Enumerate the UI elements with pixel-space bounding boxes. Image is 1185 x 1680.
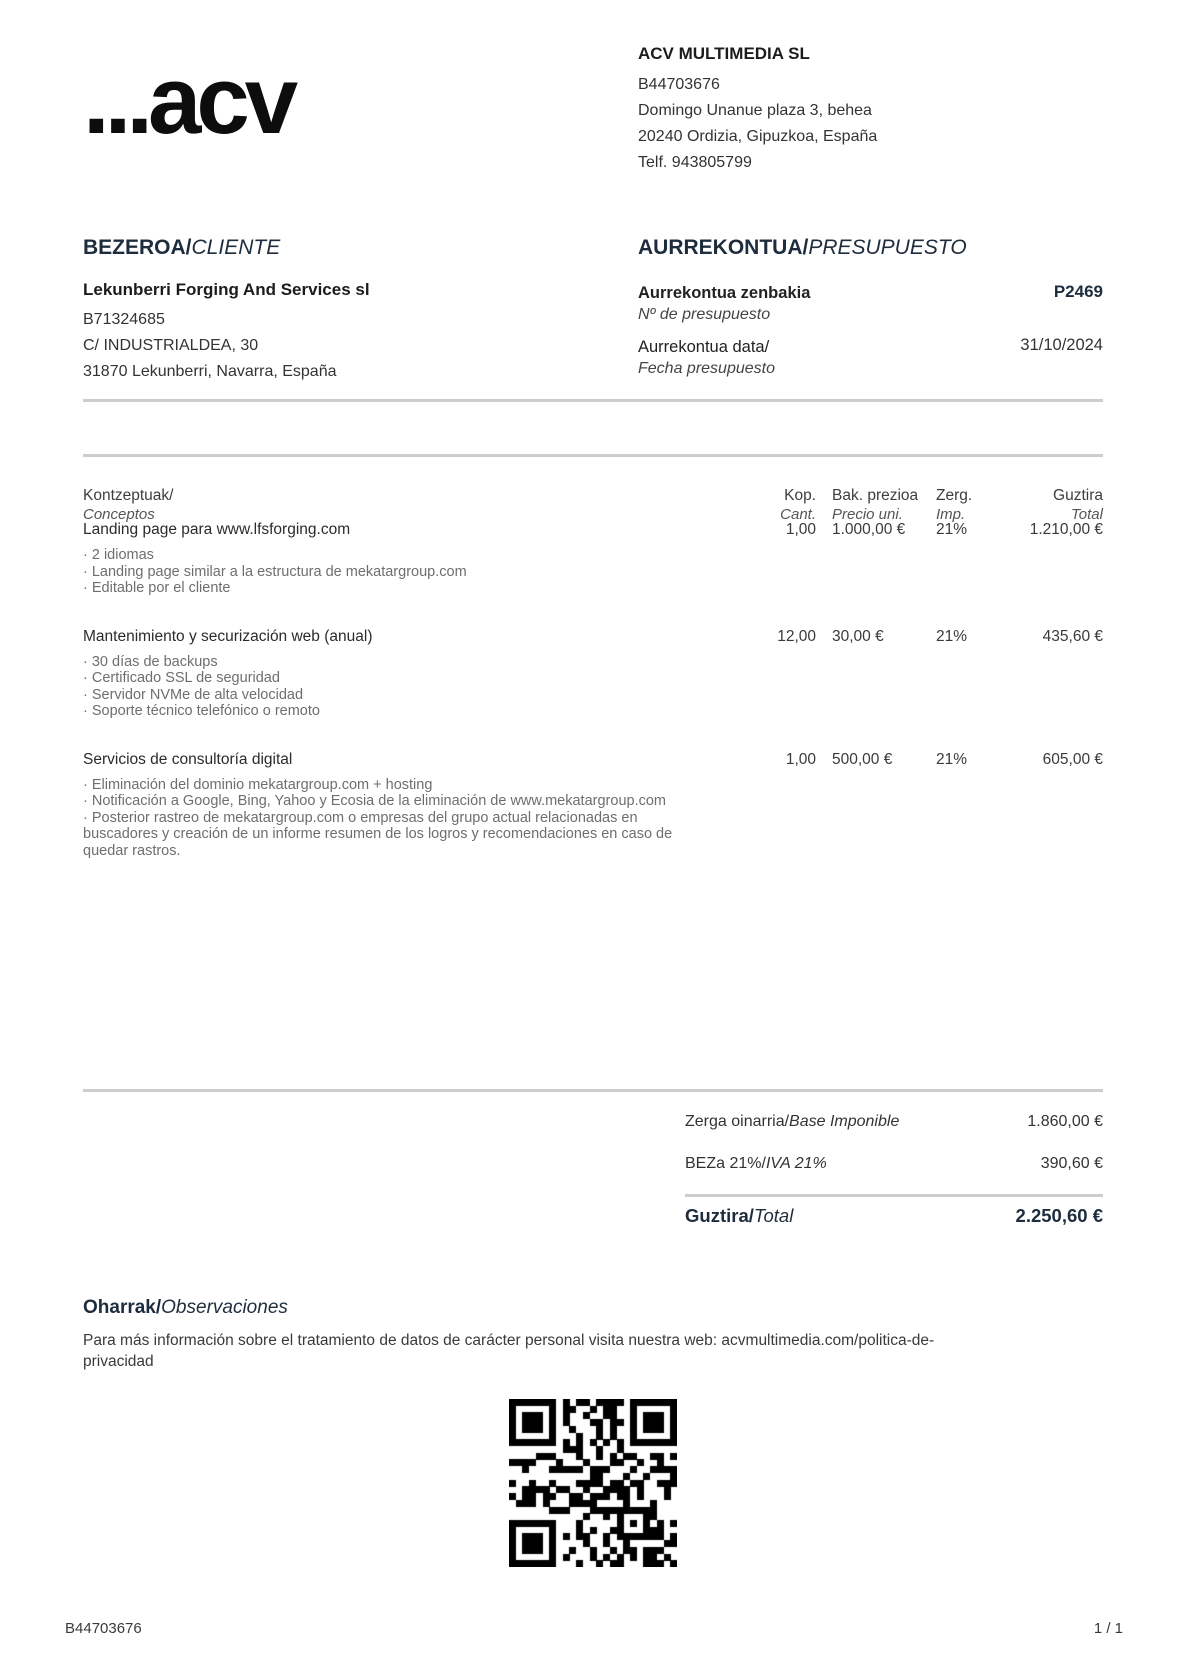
row-concept-cell	[83, 520, 773, 597]
row-unit-price: 500,00 €	[832, 750, 893, 768]
header-concept	[83, 486, 773, 524]
row-detail: · Certificado SSL de seguridad	[83, 670, 280, 686]
quote-number-label-es: Nº de presupuesto	[638, 306, 771, 323]
row-detail: · Editable por el cliente	[83, 580, 231, 596]
client-address-line1: C/ INDUSTRIALDEA, 30	[83, 337, 259, 354]
items-table-body	[83, 520, 1103, 889]
row-detail: · 2 idiomas	[83, 547, 154, 563]
row-details	[83, 547, 773, 597]
header-tax	[920, 486, 987, 524]
client-title-es: CLIENTE	[191, 236, 281, 259]
totals-vat-label-eu: BEZa 21%/	[685, 1155, 766, 1172]
totals-vat-label-es: IVA 21%	[765, 1155, 827, 1172]
totals-base-label-es: Base Imponible	[789, 1113, 900, 1130]
client-section-title	[83, 236, 280, 260]
row-detail: · Soporte técnico telefónico o remoto	[83, 703, 320, 719]
client-name: Lekunberri Forging And Services sl	[83, 280, 370, 299]
qr-code	[509, 1399, 677, 1567]
row-concept: Landing page para www.lfsforging.com	[83, 521, 351, 538]
company-phone: Telf. 943805799	[638, 154, 752, 171]
totals-base-label	[685, 1113, 899, 1131]
divider-grand-total	[685, 1194, 1103, 1197]
header-tax-es: Imp.	[936, 506, 966, 523]
totals-base-label-eu: Zerga oinarria/	[685, 1113, 790, 1130]
client-info	[83, 280, 370, 385]
row-tax: 21%	[936, 521, 968, 538]
row-detail: · Landing page similar a la estructura de mekatargroup.com	[83, 563, 467, 580]
acv-logo: ...acv	[83, 47, 294, 154]
header-concept-es: Conceptos	[83, 506, 155, 523]
client-tax-id: B71324685	[83, 311, 165, 328]
header-total-es: Total	[1071, 506, 1103, 523]
header-concept-eu: Kontzeptuak/	[83, 487, 174, 504]
quote-number-label-eu: Aurrekontua zenbakia	[638, 284, 811, 302]
row-tax: 21%	[936, 627, 968, 645]
footer-tax-id: B44703676	[65, 1620, 142, 1637]
company-name: ACV MULTIMEDIA SL	[638, 44, 810, 63]
client-address-line2: 31870 Lekunberri, Navarra, España	[83, 363, 337, 380]
row-qty: 12,00	[777, 627, 816, 645]
quote-number-labels	[638, 282, 810, 326]
row-tax: 21%	[936, 750, 968, 768]
table-row	[83, 627, 1103, 720]
divider-table-header	[83, 454, 1103, 457]
row-concept-cell	[83, 750, 773, 860]
header-qty-eu: Kop.	[784, 487, 816, 504]
items-table-header	[83, 486, 1103, 524]
quote-number-row	[638, 282, 1103, 326]
notes-body: Para más información sobre el tratamiento de datos de carácter personal visita nuestra web: acvmultimedia.com/politica-de-privacidad	[83, 1332, 935, 1370]
row-detail: · Servidor NVMe de alta velocidad	[83, 686, 304, 703]
company-tax-id: B44703676	[638, 76, 720, 93]
quote-section-title	[638, 236, 967, 260]
divider-top	[83, 399, 1103, 402]
table-row	[83, 520, 1103, 597]
quote-date-label-es: Fecha presupuesto	[638, 360, 775, 377]
company-address-line2: 20240 Ordizia, Gipuzkoa, España	[638, 128, 878, 145]
header-unit-price-eu: Bak. prezioa	[832, 487, 919, 504]
notes-section-title	[83, 1297, 288, 1319]
quote-date-row	[638, 336, 1103, 380]
divider-totals	[83, 1089, 1103, 1092]
company-address-line1: Domingo Unanue plaza 3, behea	[638, 102, 872, 119]
notes-title-es: Observaciones	[161, 1297, 288, 1318]
row-detail: · Eliminación del dominio mekatargroup.com + hosting	[83, 776, 433, 793]
quote-date-labels	[638, 336, 775, 380]
header-total-eu: Guztira	[1053, 487, 1103, 504]
header-qty-es: Cant.	[780, 506, 816, 523]
totals-grand-row	[685, 1205, 1103, 1227]
quote-date-value: 31/10/2024	[1020, 336, 1103, 354]
header-unit-price-es: Precio uni.	[832, 506, 903, 523]
header-tax-eu: Zerg.	[936, 487, 973, 504]
client-title-eu: BEZEROA/	[83, 236, 192, 259]
row-detail: · Posterior rastreo de mekatargroup.com o empresas del grupo actual relacionadas en buscadores y creación de un informe resumen de los logros y recomendaciones en caso de quedar rastros.	[83, 809, 673, 859]
totals-vat-value: 390,60 €	[1040, 1155, 1103, 1172]
row-details	[83, 777, 773, 860]
row-detail: · 30 días de backups	[83, 653, 218, 670]
row-total: 605,00 €	[1042, 750, 1103, 768]
totals-grand-value: 2.250,60 €	[1015, 1205, 1103, 1226]
row-unit-price: 30,00 €	[832, 627, 884, 645]
row-qty: 1,00	[785, 750, 816, 768]
header-total	[987, 486, 1103, 524]
footer-page-number: 1 / 1	[1093, 1620, 1123, 1637]
totals-grand-label	[685, 1205, 793, 1227]
quote-date-label-eu: Aurrekontua data/	[638, 338, 770, 356]
row-concept: Servicios de consultoría digital	[83, 750, 293, 768]
row-detail: · Notificación a Google, Bing, Yahoo y Ecosia de la eliminación de www.mekatargroup.com	[83, 793, 666, 809]
table-row	[83, 750, 1103, 860]
row-concept-cell	[83, 627, 773, 720]
header-qty	[773, 486, 816, 524]
totals-base-row	[685, 1113, 1103, 1131]
totals-grand-label-eu: Guztira/	[685, 1205, 754, 1226]
quote-title-es: PRESUPUESTO	[808, 236, 967, 259]
quote-number-value: P2469	[1053, 282, 1103, 301]
totals-grand-label-es: Total	[753, 1205, 794, 1226]
page-footer	[65, 1620, 1123, 1637]
row-details	[83, 654, 773, 720]
quote-title-eu: AURREKONTUA/	[638, 236, 809, 259]
row-total: 435,60 €	[1042, 627, 1103, 645]
row-total: 1.210,00 €	[1029, 521, 1103, 538]
row-unit-price: 1.000,00 €	[832, 521, 906, 538]
row-concept: Mantenimiento y securización web (anual)	[83, 627, 373, 645]
header-unit-price	[816, 486, 920, 524]
totals-vat-row	[685, 1155, 1103, 1173]
company-info	[638, 44, 877, 176]
row-qty: 1,00	[785, 521, 816, 538]
notes-title-eu: Oharrak/	[83, 1297, 162, 1318]
totals-base-value: 1.860,00 €	[1027, 1113, 1103, 1130]
totals-vat-label	[685, 1155, 827, 1173]
